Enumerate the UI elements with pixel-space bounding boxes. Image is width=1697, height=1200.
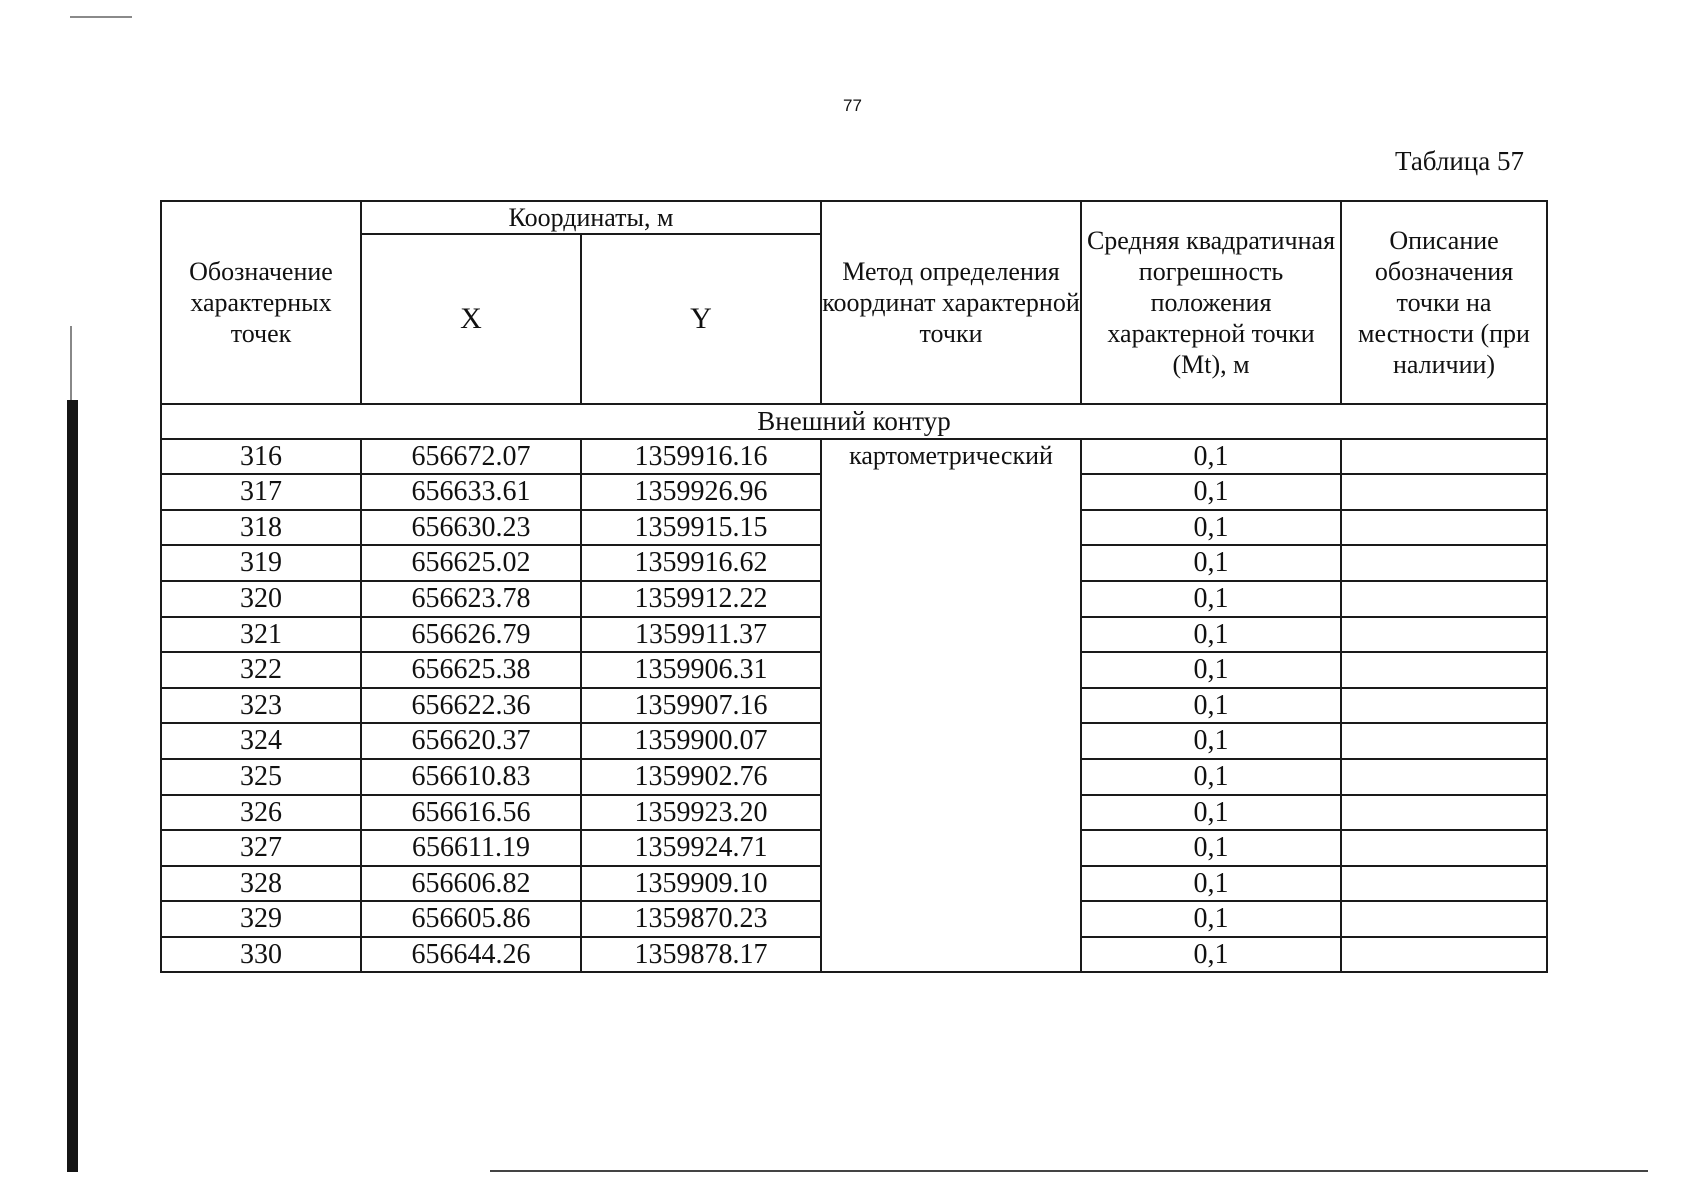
mt-cell: 0,1 [1081, 617, 1341, 653]
mt-cell: 0,1 [1081, 652, 1341, 688]
method-cell: картометрический [821, 439, 1081, 973]
x-cell: 656606.82 [361, 866, 581, 902]
x-cell: 656630.23 [361, 510, 581, 546]
x-cell: 656610.83 [361, 759, 581, 795]
header-mean-error: Средняя квадратичная погрешность положения характерной точки (Mt), м [1081, 201, 1341, 404]
point-cell: 320 [161, 581, 361, 617]
y-cell: 1359902.76 [581, 759, 821, 795]
mt-cell: 0,1 [1081, 901, 1341, 937]
x-cell: 656620.37 [361, 723, 581, 759]
x-cell: 656644.26 [361, 937, 581, 973]
y-cell: 1359907.16 [581, 688, 821, 724]
description-cell [1341, 652, 1547, 688]
point-cell: 316 [161, 439, 361, 475]
point-cell: 325 [161, 759, 361, 795]
description-cell [1341, 439, 1547, 475]
point-cell: 324 [161, 723, 361, 759]
point-cell: 319 [161, 545, 361, 581]
x-cell: 656633.61 [361, 474, 581, 510]
y-cell: 1359926.96 [581, 474, 821, 510]
mt-cell: 0,1 [1081, 439, 1341, 475]
mt-cell: 0,1 [1081, 581, 1341, 617]
x-cell: 656625.38 [361, 652, 581, 688]
mt-cell: 0,1 [1081, 795, 1341, 831]
x-cell: 656622.36 [361, 688, 581, 724]
description-cell [1341, 937, 1547, 973]
y-cell: 1359916.16 [581, 439, 821, 475]
y-cell: 1359915.15 [581, 510, 821, 546]
mt-cell: 0,1 [1081, 830, 1341, 866]
page-number: 77 [843, 96, 862, 115]
x-cell: 656623.78 [361, 581, 581, 617]
description-cell [1341, 723, 1547, 759]
mt-cell: 0,1 [1081, 759, 1341, 795]
y-cell: 1359923.20 [581, 795, 821, 831]
y-cell: 1359909.10 [581, 866, 821, 902]
y-cell: 1359924.71 [581, 830, 821, 866]
y-cell: 1359870.23 [581, 901, 821, 937]
description-cell [1341, 795, 1547, 831]
description-cell [1341, 581, 1547, 617]
y-cell: 1359912.22 [581, 581, 821, 617]
scan-artifact-top [70, 16, 132, 18]
scan-artifact-left-bar [67, 400, 78, 1172]
point-cell: 321 [161, 617, 361, 653]
description-cell [1341, 474, 1547, 510]
mt-cell: 0,1 [1081, 937, 1341, 973]
mt-cell: 0,1 [1081, 545, 1341, 581]
y-cell: 1359906.31 [581, 652, 821, 688]
x-cell: 656626.79 [361, 617, 581, 653]
scan-artifact-left-thin [70, 326, 72, 406]
point-cell: 327 [161, 830, 361, 866]
description-cell [1341, 901, 1547, 937]
header-method: Метод определения координат характерной точки [821, 201, 1081, 404]
coordinates-table [160, 200, 1548, 973]
section-title: Внешний контур [161, 404, 1547, 438]
point-cell: 323 [161, 688, 361, 724]
point-cell: 328 [161, 866, 361, 902]
header-y: Y [581, 234, 821, 404]
header-point-designation: Обозначение характерных точек [161, 201, 361, 404]
mt-cell: 0,1 [1081, 866, 1341, 902]
header-coordinates: Координаты, м [361, 201, 821, 234]
x-cell: 656611.19 [361, 830, 581, 866]
description-cell [1341, 688, 1547, 724]
point-cell: 317 [161, 474, 361, 510]
description-cell [1341, 830, 1547, 866]
x-cell: 656625.02 [361, 545, 581, 581]
header-description: Описание обозначения точки на местности (при наличии) [1341, 201, 1547, 404]
description-cell [1341, 545, 1547, 581]
y-cell: 1359916.62 [581, 545, 821, 581]
table-row [161, 439, 1547, 475]
mt-cell: 0,1 [1081, 723, 1341, 759]
description-cell [1341, 617, 1547, 653]
x-cell: 656605.86 [361, 901, 581, 937]
point-cell: 322 [161, 652, 361, 688]
mt-cell: 0,1 [1081, 474, 1341, 510]
y-cell: 1359878.17 [581, 937, 821, 973]
mt-cell: 0,1 [1081, 688, 1341, 724]
point-cell: 318 [161, 510, 361, 546]
x-cell: 656616.56 [361, 795, 581, 831]
mt-cell: 0,1 [1081, 510, 1341, 546]
description-cell [1341, 759, 1547, 795]
description-cell [1341, 510, 1547, 546]
point-cell: 329 [161, 901, 361, 937]
y-cell: 1359900.07 [581, 723, 821, 759]
point-cell: 330 [161, 937, 361, 973]
point-cell: 326 [161, 795, 361, 831]
scan-artifact-bottom-line [490, 1170, 1648, 1172]
header-x: X [361, 234, 581, 404]
table-caption: Таблица 57 [1395, 146, 1524, 176]
description-cell [1341, 866, 1547, 902]
x-cell: 656672.07 [361, 439, 581, 475]
y-cell: 1359911.37 [581, 617, 821, 653]
